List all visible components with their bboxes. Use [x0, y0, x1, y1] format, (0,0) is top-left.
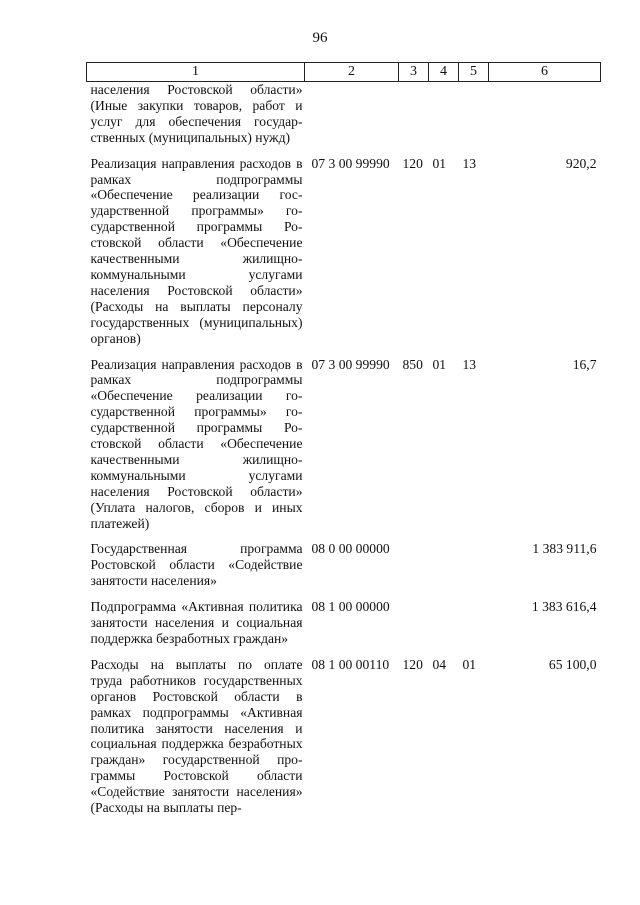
- row-expense-type: [399, 531, 429, 589]
- row-expense-type: [399, 82, 429, 146]
- row-description: Государственная программа Ростовской области «Содействие занятости населения»: [90, 541, 303, 589]
- table-row: [87, 82, 601, 146]
- row-description: Подпрограмма «Активная политика занятости населения и социальная поддержка безработных граждан»: [90, 599, 303, 646]
- row-section: [429, 589, 459, 647]
- column-header-4: 4: [429, 63, 459, 82]
- row-amount: 65 100,0: [548, 656, 597, 672]
- table-row: [87, 347, 601, 532]
- column-header-1: 1: [87, 63, 305, 82]
- row-amount: 920,2: [565, 155, 597, 171]
- row-section: 01: [432, 356, 447, 372]
- page-number: 96: [312, 30, 328, 46]
- row-expense-type: 120: [402, 656, 423, 672]
- table-row: [87, 146, 601, 347]
- row-subsection: [459, 82, 489, 146]
- table-row: [87, 531, 601, 589]
- row-section: [429, 531, 459, 589]
- table-row: [87, 589, 601, 647]
- column-header-3: 3: [399, 63, 429, 82]
- row-subsection: 01: [462, 656, 477, 672]
- row-amount: 1 383 616,4: [531, 599, 597, 615]
- row-amount: 16,7: [572, 356, 597, 372]
- row-subsection: 13: [462, 155, 477, 171]
- row-expense-type: 120: [402, 155, 423, 171]
- table-header-row: [87, 63, 601, 82]
- row-subsection: 13: [462, 356, 477, 372]
- row-description: Реализация направления расходов в рамках подпрограммы «Обеспечение реализации государственной программы» государственной программы Ростовской области «Обеспечение качественными жилищно-коммунальными услугами населения Ростовской области» (Уплата налогов, сборов и иных платежей): [90, 356, 303, 531]
- row-target-code: [305, 82, 399, 146]
- row-section: 04: [432, 656, 447, 672]
- row-section: 01: [432, 155, 447, 171]
- column-header-5: 5: [459, 63, 489, 82]
- row-section: [429, 82, 459, 146]
- budget-table: [86, 62, 601, 816]
- column-header-2: 2: [305, 63, 399, 82]
- row-amount: 1 383 911,6: [532, 541, 597, 557]
- row-description: населения Ростовской области» (Иные закупки товаров, работ и услуг для обеспечения государственных (муниципальных) нужд): [90, 82, 303, 145]
- row-description: Расходы на выплаты по оплате труда работников государственных органов Ростовской области в рамках подпрограммы «Активная политика занятости населения и социальная поддержка безработных граждан» государственной программы Ростовской области «Содействие занятости населения» (Расходы на выплаты пер-: [90, 656, 303, 816]
- row-target-code: 08 0 00 00000: [311, 541, 390, 557]
- row-subsection: [459, 589, 489, 647]
- row-subsection: [459, 531, 489, 589]
- row-target-code: 07 3 00 99990: [311, 155, 390, 171]
- row-target-code: 08 1 00 00000: [311, 599, 390, 615]
- table-row: [87, 647, 601, 816]
- column-header-6: 6: [489, 63, 601, 82]
- row-expense-type: 850: [402, 356, 423, 372]
- row-target-code: 08 1 00 00110: [311, 656, 390, 672]
- row-target-code: 07 3 00 99990: [311, 356, 390, 372]
- row-amount: [489, 82, 601, 146]
- row-expense-type: [399, 589, 429, 647]
- row-description: Реализация направления расходов в рамках подпрограммы «Обеспечение реализации государственной программы» государственной программы Ростовской области «Обеспечение качественными жилищно-коммунальными услугами населения Ростовской области» (Расходы на выплаты персоналу государственных (муниципальных) органов): [90, 155, 303, 346]
